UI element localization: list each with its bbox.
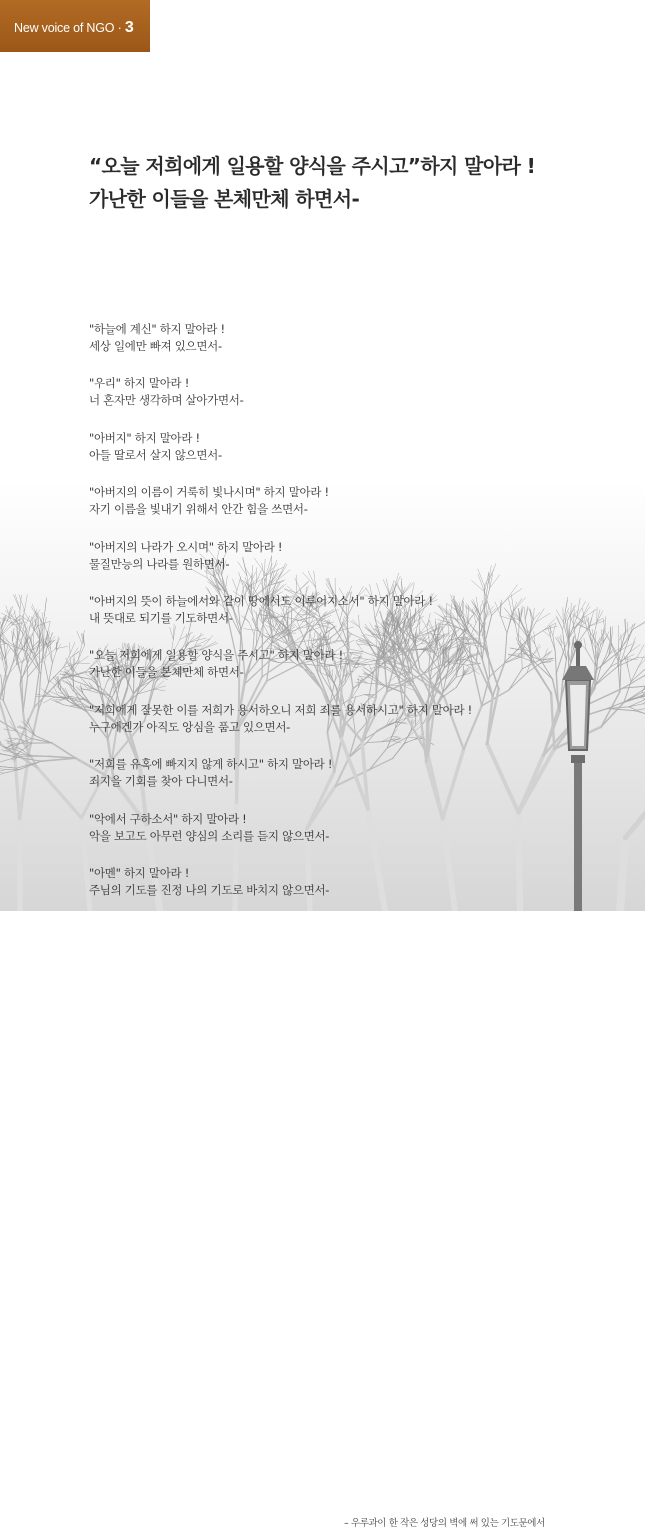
stanza-line: "저희에게 잘못한 이를 저희가 용서하오니 저희 죄를 용서하시고" 하지 말아라 ! — [89, 702, 609, 719]
stanza-line: 주님의 기도를 진정 나의 기도로 바치지 않으면서- — [89, 882, 609, 899]
source-attribution: – 우루과이 한 작은 성당의 벽에 써 있는 기도문에서 — [344, 1515, 645, 1529]
stanza — [89, 593, 609, 627]
title-line-1: “오늘 저희에게 일용할 양식을 주시고”하지 말아라 ! — [89, 150, 645, 183]
page-title — [89, 150, 645, 216]
section-tab — [0, 0, 150, 52]
stanza-line: "아버지" 하지 말아라 ! — [89, 430, 609, 447]
stanza-line: 죄지을 기회를 찾아 다니면서- — [89, 773, 609, 790]
stanza — [89, 865, 609, 899]
stanza — [89, 756, 609, 790]
prayer-poem — [89, 321, 609, 899]
stanza-line: 악을 보고도 아무런 양심의 소리를 듣지 않으면서- — [89, 828, 609, 845]
stanza-line: 물질만능의 나라를 원하면서- — [89, 556, 609, 573]
stanza — [89, 321, 609, 355]
title-line-2: 가난한 이들을 본체만체 하면서- — [89, 183, 645, 216]
stanza-line: "아버지의 나라가 오시며" 하지 말아라 ! — [89, 539, 609, 556]
stanza-line: "아버지의 뜻이 하늘에서와 같이 땅에서도 이루어지소서" 하지 말아라 ! — [89, 593, 609, 610]
stanza — [89, 811, 609, 845]
stanza — [89, 702, 609, 736]
stanza-line: "저희를 유혹에 빠지지 않게 하시고" 하지 말아라 ! — [89, 756, 609, 773]
stanza — [89, 647, 609, 681]
stanza — [89, 375, 609, 409]
stanza-line: 세상 일에만 빠져 있으면서- — [89, 338, 609, 355]
separator: · — [118, 21, 122, 35]
section-label: New voice of NGO — [14, 21, 114, 35]
stanza-line: "하늘에 계신" 하지 말아라 ! — [89, 321, 609, 338]
stanza-line: 너 혼자만 생각하며 살아가면서- — [89, 392, 609, 409]
stanza-line: 가난한 이들을 본체만체 하면서- — [89, 664, 609, 681]
stanza — [89, 430, 609, 464]
stanza-line: 자기 이름을 빛내기 위해서 안간 힘을 쓰면서- — [89, 501, 609, 518]
stanza-line: 아들 딸로서 살지 않으면서- — [89, 447, 609, 464]
stanza-line: "오늘 저희에게 일용할 양식을 주시고" 하지 말아라 ! — [89, 647, 609, 664]
stanza — [89, 484, 609, 518]
stanza-line: 내 뜻대로 되기를 기도하면서- — [89, 610, 609, 627]
stanza — [89, 539, 609, 573]
stanza-line: 누구에겐가 아직도 앙심을 품고 있으면서- — [89, 719, 609, 736]
stanza-line: "아멘" 하지 말아라 ! — [89, 865, 609, 882]
stanza-line: "우리" 하지 말아라 ! — [89, 375, 609, 392]
stanza-line: "아버지의 이름이 거룩히 빛나시며" 하지 말아라 ! — [89, 484, 609, 501]
stanza-line: "악에서 구하소서" 하지 말아라 ! — [89, 811, 609, 828]
page-number: 3 — [125, 19, 134, 36]
